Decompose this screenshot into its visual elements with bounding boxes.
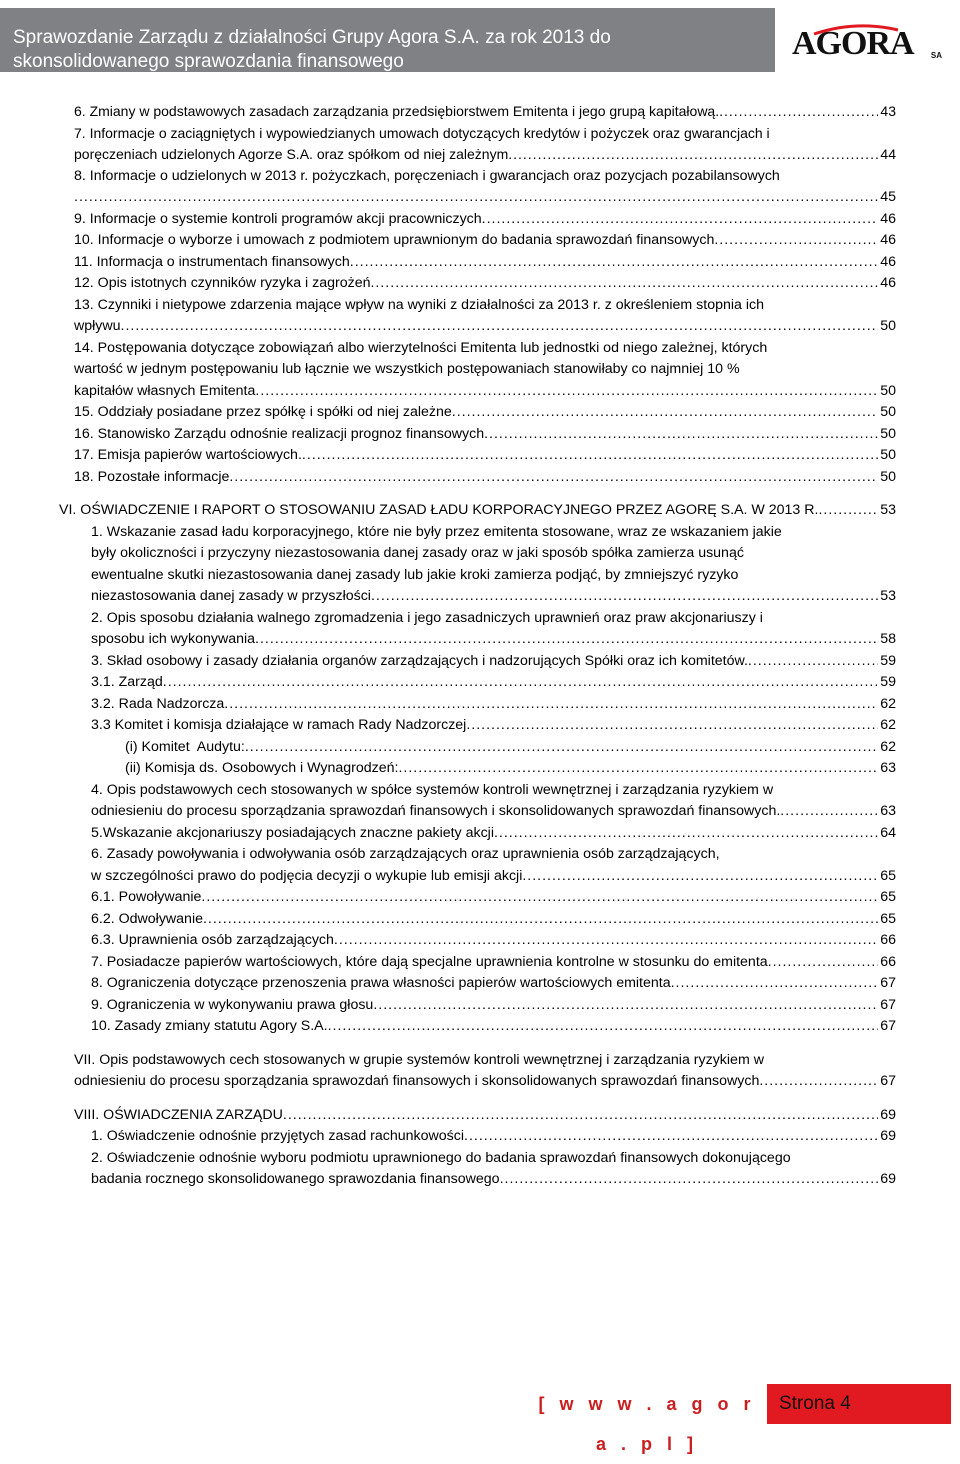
- page-footer: [527, 1384, 951, 1454]
- toc-entry-text: 6.2. Odwoływanie: [91, 910, 203, 927]
- toc-entry[interactable]: [74, 402, 896, 424]
- toc-entry[interactable]: [91, 823, 896, 845]
- toc-entry-text: VI. OŚWIADCZENIE I RAPORT O STOSOWANIU ZASAD ŁADU KORPORACYJNEGO PRZEZ AGORĘ S.A. W 2013 R.: [59, 502, 819, 518]
- toc-entry-text: 15. Oddziały posiadane przez spółkę i spółki od niej zależne: [74, 404, 452, 420]
- toc-entry-text: sposobu ich wykonywania: [91, 631, 256, 647]
- toc-entry-page: 46: [880, 232, 896, 248]
- toc-entry-text: 6.1. Powoływanie: [91, 889, 202, 905]
- toc-entry-text: odniesieniu do procesu sporządzania sprawozdań finansowych i skonsolidowanych sprawozdań finansowych.: [91, 803, 781, 819]
- page-number: Strona 4: [767, 1384, 951, 1424]
- toc-entry-page: 53: [880, 502, 896, 518]
- toc-entry-text: wartość w jednym postępowaniu lub łącznie we wszystkich postępowaniach stanowiłaby co najmniej 10 %: [74, 361, 740, 377]
- toc-entry-page: 46: [880, 275, 896, 291]
- toc-entry[interactable]: [91, 1126, 896, 1148]
- toc-entry[interactable]: [74, 295, 896, 338]
- toc-entry[interactable]: [91, 780, 896, 823]
- toc-entry-page: 69: [880, 1171, 896, 1187]
- logo-swoosh-icon: [812, 24, 900, 36]
- toc-section-vii[interactable]: [74, 1050, 896, 1093]
- toc-entry-text: 8. Informacje o udzielonych w 2013 r. pożyczkach, poręczeniach i gwarancjach oraz pozycjach pozabilansowych: [74, 167, 780, 184]
- toc-entry-text: (ii) Komisja ds. Osobowych i Wynagrodzeń:: [125, 760, 399, 776]
- toc-entry[interactable]: [74, 123, 896, 166]
- toc-entry-text: 2. Oświadczenie odnośnie wyboru podmiotu uprawnionego do badania sprawozdań finansowych dokonującego: [91, 1149, 791, 1166]
- toc-entry[interactable]: [91, 952, 896, 974]
- toc-entry-page: 66: [880, 953, 896, 970]
- toc-entry-page: 50: [880, 318, 896, 334]
- toc-entry-text: 14. Postępowania dotyczące zobowiązań albo wierzytelności Emitenta lub jednostki od niego zależnej, których: [74, 339, 768, 356]
- toc-entry[interactable]: [91, 737, 896, 759]
- header-title: [13, 26, 611, 74]
- toc-entry-text: 7. Informacje o zaciągniętych i wypowiedzianych umowach dotyczących kredytów i pożyczek oraz gwarancjach i: [74, 124, 770, 141]
- toc-entry-page: 69: [880, 1106, 896, 1123]
- toc-entry-page: 67: [880, 1073, 896, 1089]
- toc-entry-text: 6. Zmiany w podstawowych zasadach zarządzania przedsiębiorstwem Emitenta i jego grupą kapitałową.: [74, 103, 720, 119]
- toc-entry-text: 10. Informacje o wyborze i umowach z podmiotem uprawnionym do badania sprawozdań finansowych: [74, 232, 715, 248]
- toc-entry-page: 64: [880, 824, 896, 841]
- toc-entry-text: 6. Zasady powoływania i odwoływania osób zarządzających oraz uprawnienia osób zarządzających,: [91, 846, 720, 862]
- toc-entry[interactable]: [74, 209, 896, 231]
- logo-suffix: SA: [930, 51, 942, 60]
- toc-entry-text: 10. Zasady zmiany statutu Agory S.A.: [91, 1018, 328, 1034]
- toc-entry-text: 16. Stanowisko Zarządu odnośnie realizacji prognoz finansowych: [74, 425, 485, 442]
- toc-entry-text: 3. Skład osobowy i zasady działania organów zarządzających i nadzorujących Spółki oraz ich komitetów.: [91, 652, 748, 669]
- website-link[interactable]: [ w w w . a g o r a . p l ]: [527, 1384, 767, 1424]
- agora-logo: [792, 24, 942, 64]
- toc-entry-text: poręczeniach udzielonych Agorze S.A. oraz spółkom od niej zależnym: [74, 146, 509, 162]
- toc-entry-text: 9. Ograniczenia w wykonywaniu prawa głosu: [91, 996, 374, 1013]
- toc-entry-text: 13. Czynniki i nietypowe zdarzenia mające wpływ na wyniki z działalności za 2013 r. z określeniem stopnia ich: [74, 296, 764, 313]
- toc-entry[interactable]: [91, 844, 896, 887]
- toc-entry-page: 50: [880, 425, 896, 442]
- toc-entry-page: 67: [880, 975, 896, 991]
- toc-entry-text: (i) Komitet Audytu:: [125, 738, 245, 755]
- toc-entry-text: 6.3. Uprawnienia osób zarządzających: [91, 932, 334, 948]
- toc-entry-text: 3.1. Zarząd: [91, 674, 163, 690]
- toc-entry-text: 5.Wskazanie akcjonariuszy posiadających znaczne pakiety akcji: [91, 824, 494, 841]
- toc-entry[interactable]: [91, 758, 896, 780]
- toc-entry-text: badania rocznego skonsolidowanego sprawozdania finansowego: [91, 1171, 500, 1187]
- toc-entry[interactable]: [91, 694, 896, 716]
- toc-entry-page: 66: [880, 932, 896, 948]
- toc-entry-text: 7. Posiadacze papierów wartościowych, które dają specjalne uprawnienia kontrolne w stosunku do emitenta: [91, 953, 768, 970]
- toc-entry-page: 63: [880, 803, 896, 819]
- toc-entry-text: 17. Emisja papierów wartościowych.: [74, 447, 302, 463]
- toc-entry[interactable]: [91, 995, 896, 1017]
- toc-entry[interactable]: [91, 1148, 896, 1191]
- toc-entry-text: 3.3 Komitet i komisja działające w ramach Rady Nadzorczej: [91, 717, 467, 733]
- toc-entry-page: 62: [880, 738, 896, 755]
- table-of-contents: [59, 101, 896, 1191]
- toc-entry-text: niezastosowania danej zasady w przyszłości: [91, 588, 371, 604]
- toc-entry-page: 62: [880, 717, 896, 733]
- toc-entry-text: 12. Opis istotnych czynników ryzyka i zagrożeń: [74, 275, 371, 291]
- toc-entry[interactable]: [74, 252, 896, 274]
- toc-entry-page: 62: [880, 695, 896, 712]
- toc-entry-text: w szczególności prawo do podjęcia decyzji o wykupie lub emisji akcji: [91, 867, 523, 884]
- toc-entry[interactable]: [91, 930, 896, 952]
- toc-entry[interactable]: [91, 1016, 896, 1038]
- toc-entry-page: 67: [880, 996, 896, 1013]
- toc-entry[interactable]: [74, 101, 896, 123]
- toc-entry[interactable]: [74, 230, 896, 252]
- toc-entry-page: 45: [880, 189, 896, 205]
- toc-entry[interactable]: [74, 166, 896, 209]
- toc-entry-page: 69: [880, 1128, 896, 1144]
- toc-entry[interactable]: [91, 522, 896, 608]
- toc-entry-page: 65: [880, 910, 896, 927]
- toc-entry-text: 1. Wskazanie zasad ładu korporacyjnego, które nie były przez emitenta stosowane, wraz ze wskazaniem jakie: [91, 523, 782, 540]
- toc-entry-text: 18. Pozostałe informacje: [74, 468, 230, 485]
- toc-entry-page: 59: [880, 652, 896, 669]
- toc-entry-page: 58: [880, 631, 896, 647]
- toc-entry-page: 50: [880, 468, 896, 485]
- toc-entry[interactable]: [91, 973, 896, 995]
- page-header: [0, 0, 960, 82]
- toc-entry[interactable]: [74, 273, 896, 295]
- toc-entry-page: 44: [880, 146, 896, 162]
- toc-entry-text: były okoliczności i przyczyny niezastosowania danej zasady oraz w jaki sposób spółka zamierza usunąć: [91, 545, 744, 561]
- toc-entry[interactable]: [91, 909, 896, 931]
- toc-entry-page: 65: [880, 889, 896, 905]
- logo-text: AGORA: [792, 25, 914, 62]
- toc-entry-text: odniesieniu do procesu sporządzania sprawozdań finansowych i skonsolidowanych sprawozdań finansowych: [74, 1073, 760, 1089]
- header-title-line1: Sprawozdanie Zarządu z działalności Grupy Agora S.A. za rok 2013 do: [13, 27, 611, 48]
- toc-entry-text: 3.2. Rada Nadzorcza: [91, 695, 225, 712]
- toc-entry-page: 46: [880, 210, 896, 227]
- toc-section-viii[interactable]: [74, 1105, 896, 1127]
- toc-entry[interactable]: [91, 672, 896, 694]
- toc-entry-text: 8. Ograniczenia dotyczące przenoszenia prawa własności papierów wartościowych emitenta: [91, 975, 671, 991]
- toc-entry[interactable]: [74, 467, 896, 489]
- toc-entry-page: 50: [880, 382, 896, 399]
- toc-entry[interactable]: [91, 608, 896, 651]
- toc-entry-page: 67: [880, 1018, 896, 1034]
- toc-entry-text: 9. Informacje o systemie kontroli programów akcji pracowniczych: [74, 210, 482, 227]
- toc-entry-text: VIII. OŚWIADCZENIA ZARZĄDU: [74, 1106, 283, 1123]
- toc-entry-page: 50: [880, 404, 896, 420]
- toc-entry[interactable]: [74, 424, 896, 446]
- toc-entry-page: 46: [880, 253, 896, 270]
- toc-entry-text: kapitałów własnych Emitenta: [74, 382, 256, 399]
- toc-entry-page: 63: [880, 760, 896, 776]
- toc-entry[interactable]: [91, 651, 896, 673]
- toc-entry[interactable]: [74, 445, 896, 467]
- toc-entry-text: wpływu: [74, 318, 121, 334]
- toc-entry[interactable]: [91, 887, 896, 909]
- toc-entry-text: ewentualne skutki niezastosowania danej zasady lub jakie kroki zamierza podjąć, by zmniejszyć ryzyko: [91, 566, 739, 583]
- toc-entry-text: 11. Informacja o instrumentach finansowych: [74, 253, 350, 270]
- toc-entry-text: 4. Opis podstawowych cech stosowanych w spółce systemów kontroli wewnętrznej i zarządzania ryzykiem w: [91, 781, 774, 798]
- toc-entry-text: VII. Opis podstawowych cech stosowanych w grupie systemów kontroli wewnętrznej i zarządzania ryzykiem w: [74, 1051, 764, 1068]
- toc-entry-page: 43: [880, 103, 896, 119]
- toc-entry-page: 50: [880, 447, 896, 463]
- header-title-line2: skonsolidowanego sprawozdania finansowego: [13, 51, 404, 72]
- toc-entry[interactable]: [74, 338, 896, 403]
- toc-entry-text: 2. Opis sposobu działania walnego zgromadzenia i jego zasadniczych uprawnień oraz praw akcjonariuszy i: [91, 609, 763, 626]
- toc-entry-page: 59: [880, 674, 896, 690]
- toc-entry-page: 53: [880, 588, 896, 604]
- toc-entry-text: 1. Oświadczenie odnośnie przyjętych zasad rachunkowości: [91, 1128, 465, 1144]
- toc-section-vi[interactable]: [59, 500, 896, 522]
- header-band: [0, 8, 775, 72]
- toc-entry-page: 65: [880, 867, 896, 884]
- toc-entry[interactable]: [91, 715, 896, 737]
